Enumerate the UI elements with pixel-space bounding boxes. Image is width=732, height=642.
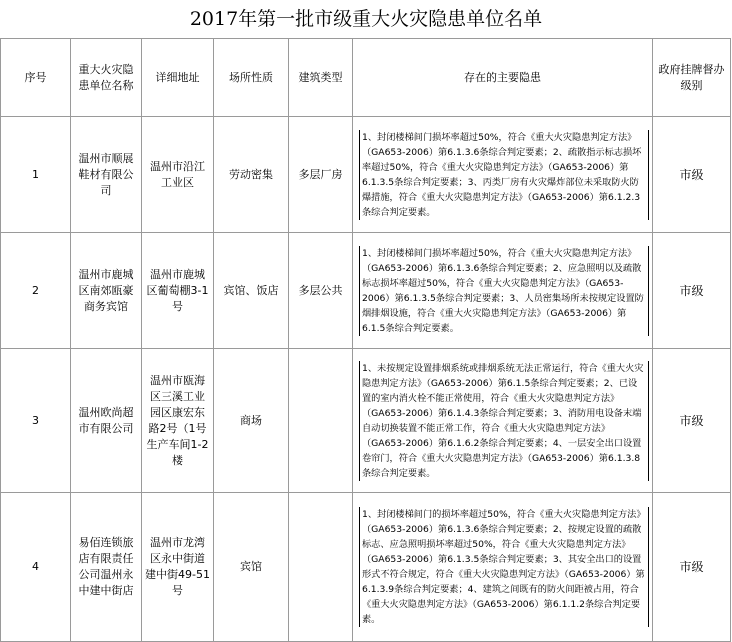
cell-address: 温州市龙湾区永中街道建中街49-51号 — [142, 493, 214, 642]
issues-text: 1、封闭楼梯间门的损坏率超过50%，符合《重大火灾隐患判定方法》（GA653-2006）第6.1.3.6条综合判定要素；2、按规定设置的疏散标志、应急照明损坏率超过50%，符合《重大火灾隐患判定方法》（GA653-2006）第6.1.3.5条综合判定要素；3、其安全出口的设置形式不符合规定，符合《重大火灾隐患判定方法》（GA653-2006）第6.1.3.9条综合判定要素；4、建筑之间既有的防火间距被占用，符合《重大火灾隐患判定方法》（GA653-2006）第6.1.1.2条综合判定要素。 — [359, 507, 649, 627]
cell-address: 温州市沿江工业区 — [142, 117, 214, 233]
cell-issues — [353, 117, 653, 233]
cell-address: 温州市鹿城区葡萄棚3-1号 — [142, 233, 214, 349]
cell-building: 多层公共 — [289, 233, 353, 349]
col-header-seq: 序号 — [1, 39, 71, 117]
cell-nature: 商场 — [214, 349, 289, 493]
cell-unit: 易佰连锁旅店有限责任公司温州永中建中街店 — [71, 493, 142, 642]
cell-issues — [353, 349, 653, 493]
cell-unit: 温州欧尚超市有限公司 — [71, 349, 142, 493]
cell-nature: 宾馆、饭店 — [214, 233, 289, 349]
col-header-address: 详细地址 — [142, 39, 214, 117]
table-row — [1, 349, 731, 493]
cell-building — [289, 493, 353, 642]
table-row — [1, 233, 731, 349]
cell-issues — [353, 493, 653, 642]
cell-level: 市级 — [653, 349, 731, 493]
col-header-level: 政府挂牌督办级别 — [653, 39, 731, 117]
cell-level: 市级 — [653, 493, 731, 642]
table-row — [1, 117, 731, 233]
cell-building — [289, 349, 353, 493]
cell-unit: 温州市顺展鞋材有限公司 — [71, 117, 142, 233]
issues-text: 1、未按规定设置排烟系统或排烟系统无法正常运行，符合《重大火灾隐患判定方法》（GA653-2006）第6.1.5条综合判定要素；2、已设置的室内消火栓不能正常使用，符合《重大火灾隐患判定方法》（GA653-2006）第6.1.4.3条综合判定要素；3、消防用电设备末端自动切换装置不能正常工作，符合《重大火灾隐患判定方法》（GA653-2006）第6.1.6.2条综合判定要素；4、一层安全出口设置卷帘门，符合《重大火灾隐患判定方法》（GA653-2006）第6.1.3.8条综合判定要素。 — [359, 361, 649, 481]
col-header-nature: 场所性质 — [214, 39, 289, 117]
cell-unit: 温州市鹿城区南郊瓯豪商务宾馆 — [71, 233, 142, 349]
table-header-row — [1, 39, 731, 117]
cell-nature: 宾馆 — [214, 493, 289, 642]
col-header-unit: 重大火灾隐患单位名称 — [71, 39, 142, 117]
cell-seq: 4 — [1, 493, 71, 642]
cell-nature: 劳动密集 — [214, 117, 289, 233]
cell-level: 市级 — [653, 233, 731, 349]
issues-text: 1、封闭楼梯间门损坏率超过50%，符合《重大火灾隐患判定方法》（GA653-2006）第6.1.3.6条综合判定要素；2、疏散指示标志损坏率超过50%，符合《重大火灾隐患判定方法》（GA653-2006）第6.1.3.5条综合判定要素；3、丙类厂房有火灾爆炸部位未采取防火防爆措施，符合《重大火灾隐患判定方法》（GA653-2006）第6.1.2.3条综合判定要素。 — [359, 130, 649, 220]
cell-building: 多层厂房 — [289, 117, 353, 233]
cell-seq: 2 — [1, 233, 71, 349]
cell-seq: 3 — [1, 349, 71, 493]
issues-text: 1、封闭楼梯间门损坏率超过50%，符合《重大火灾隐患判定方法》（GA653-2006）第6.1.3.6条综合判定要素；2、应急照明以及疏散标志损坏率超过50%，符合《重大火灾隐患判定方法》（GA653-2006）第6.1.3.5条综合判定要素；3、人员密集场所未按规定设置防烟排烟设施，符合《重大火灾隐患判定方法》（GA653-2006）第6.1.5条综合判定要素。 — [359, 246, 649, 336]
cell-seq: 1 — [1, 117, 71, 233]
cell-issues — [353, 233, 653, 349]
col-header-issues: 存在的主要隐患 — [353, 39, 653, 117]
table-row — [1, 493, 731, 642]
col-header-building: 建筑类型 — [289, 39, 353, 117]
cell-address: 温州市瓯海区三溪工业园区康宏东路2号（1号生产车间1-2楼 — [142, 349, 214, 493]
page-title: 2017年第一批市级重大火灾隐患单位名单 — [189, 8, 543, 30]
cell-level: 市级 — [653, 117, 731, 233]
hazard-table — [0, 38, 731, 642]
